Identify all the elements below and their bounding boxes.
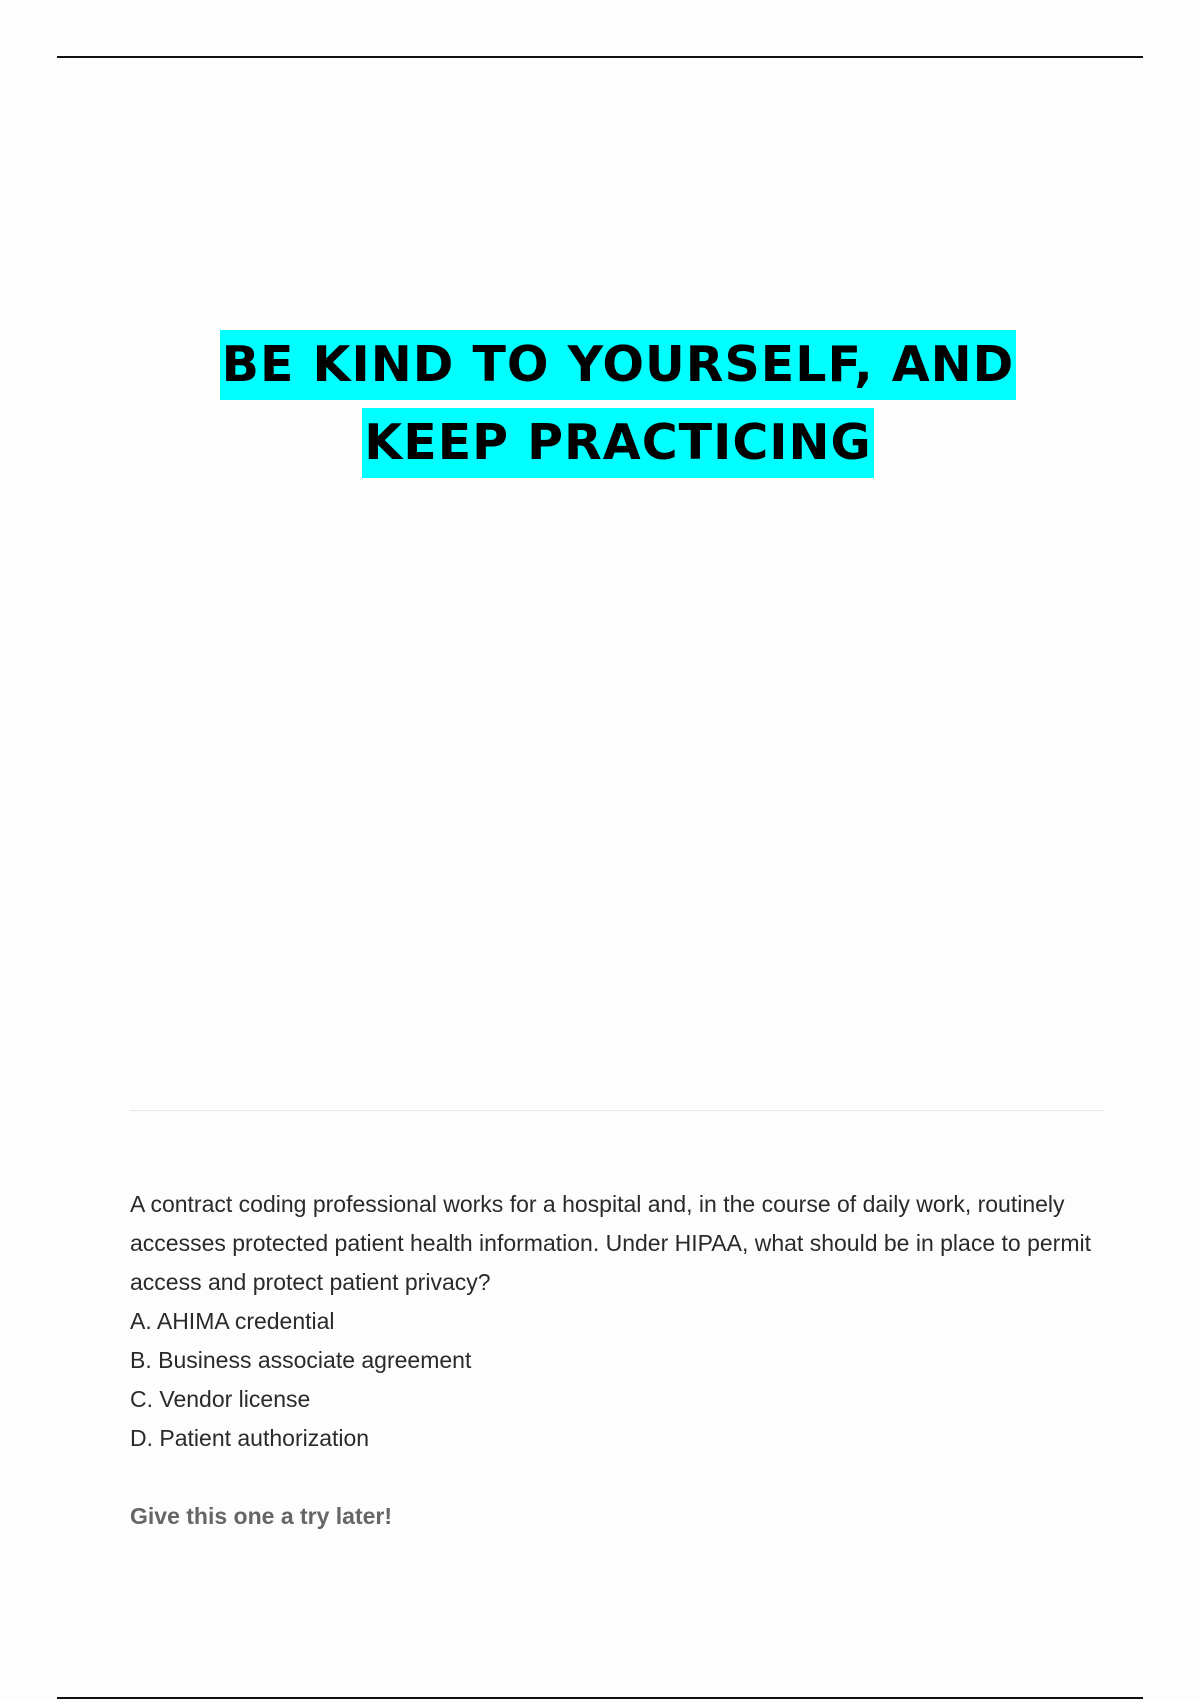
try-later-hint: Give this one a try later! <box>130 1503 393 1529</box>
headline-line-2: KEEP PRACTICING <box>362 408 874 478</box>
top-rule <box>57 56 1143 58</box>
answer-options <box>130 1302 1110 1458</box>
page-headline <box>0 330 1200 486</box>
headline-line-1: BE KIND TO YOURSELF, AND <box>220 330 1017 400</box>
question-text: A contract coding professional works for a hospital and, in the course of daily work, routinely accesses protected patient health information. Under HIPAA, what should be in place to permit access and protect patient privacy? <box>130 1191 1091 1295</box>
option-a: A. AHIMA credential <box>130 1308 335 1334</box>
section-divider <box>130 1110 1104 1111</box>
option-b: B. Business associate agreement <box>130 1347 472 1373</box>
option-c: C. Vendor license <box>130 1386 311 1412</box>
question-block <box>130 1185 1110 1458</box>
bottom-rule <box>57 1697 1143 1699</box>
option-d: D. Patient authorization <box>130 1425 370 1451</box>
